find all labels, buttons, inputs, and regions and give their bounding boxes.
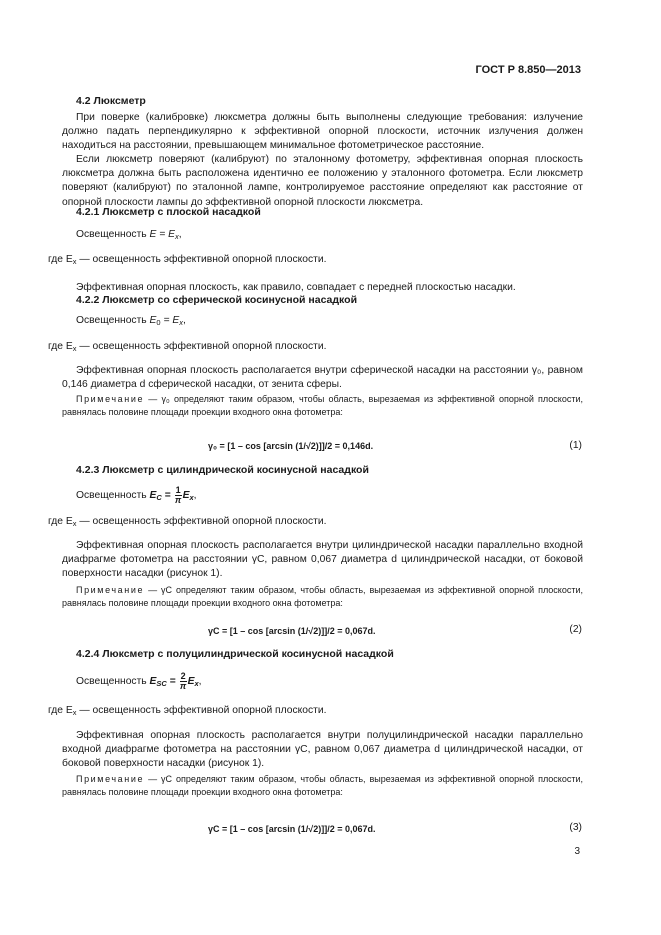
formula-semicylinder: Освещенность $E_{SC}$ = $\frac{2}{\pi}$ $E_x$,	[76, 671, 202, 691]
formula-label: Освещенность	[76, 315, 147, 326]
where-sub: x	[72, 257, 77, 266]
paragraph-cylinder: Эффективная опорная плоскость располагается внутри цилиндрической насадки параллельно входной диафрагме фотометра на расстоянии γC, равном 0,067 диаметра d цилиндрической насадки, от боковой поверхности насадки (рисунок 1).	[62, 540, 583, 580]
where-text: — освещенность эффективной опорной плоскости.	[76, 705, 327, 716]
where-text: — освещенность эффективной опорной плоскости.	[76, 254, 327, 265]
paragraph-calibration: Если люксметр поверяют (калибруют) по эталонному фотометру, эффективная опорная плоскость люксметра должна быть расположена идентично ее положению у эталонного фотометра. Если люксметр поверяют (калибруют) по эталонной лампе, контролируемое расстояние определяют как расстояние от опорной плоскости лампы до эффективной опорной плоскости люксметра.	[62, 154, 583, 208]
where-line	[48, 254, 326, 265]
formula-lhs: E	[149, 676, 157, 688]
fraction-denominator: π	[174, 495, 182, 505]
section-heading-4-2-4: 4.2.4 Люксметр с полуцилиндрической косинусной насадкой	[76, 648, 394, 660]
where-label: где E	[48, 705, 73, 716]
formula-b: = E	[160, 315, 180, 326]
formula-rhs: E	[187, 676, 195, 688]
where-label: где E	[48, 254, 73, 265]
formula-lhs-sub: SC	[156, 679, 167, 689]
note-label: Примечание	[76, 585, 145, 595]
section-heading-4-2-3: 4.2.3 Люксметр с цилиндрической косинусной насадкой	[76, 464, 369, 476]
formula-expr: E = E	[149, 229, 176, 240]
note-label: Примечание	[76, 774, 145, 784]
formula-rhs-sub: x	[189, 493, 194, 503]
formula-label: Освещенность	[76, 229, 147, 240]
formula-a: E	[149, 315, 157, 326]
note-text: — γC определяют таким образом, чтобы область, вырезаемая из эффективной опорной плоскости, равнялась половине площади проекции входного окна фотометра:	[62, 774, 583, 797]
equation-number-2: (2)	[569, 624, 582, 635]
formula-rhs-sub: x	[194, 679, 199, 689]
note-sphere	[62, 393, 583, 418]
paragraph-sphere: Эффективная опорная плоскость располагается внутри сферической насадки на расстоянии γ₀, равном 0,146 диаметра d сферической насадки, от зенита сферы.	[62, 365, 583, 391]
equation-2: γC = [1 – cos [arcsin (1/√2)]]/2 = 0,067d.	[208, 626, 376, 636]
formula-sub: x	[175, 232, 179, 241]
equation-1: γ₀ = [1 – cos [arcsin (1/√2)]]/2 = 0,146d.	[208, 441, 374, 451]
formula-eq-sign: =	[166, 676, 179, 688]
formula-cylinder: Освещенность $E_C$ = $\frac{1}{\pi}$ $E_x$,	[76, 485, 197, 505]
section-heading-4-2: 4.2 Люксметр	[76, 95, 146, 107]
where-label: где E	[48, 516, 73, 527]
note-text: — γC определяют таким образом, чтобы область, вырезаемая из эффективной опорной плоскости, равнялась половине площади проекции входного окна фотометра:	[62, 585, 583, 608]
formula-rhs: E	[182, 490, 190, 502]
formula-fraction	[180, 672, 187, 691]
paragraph-requirements: При поверке (калибровке) люксметра должны быть выполнены следующие требования: излучение должно падать перпендикулярно к эффективной опорной плоскости, источник излучения должен находиться на расстоянии, превышающем минимальное фотометрическое расстояние.	[62, 112, 583, 152]
note-cylinder	[62, 584, 583, 609]
where-sub: x	[72, 708, 77, 717]
formula-a-sub: 0	[156, 318, 161, 327]
section-heading-4-2-1: 4.2.1 Люксметр с плоской насадкой	[76, 206, 261, 218]
where-line	[48, 516, 326, 527]
fraction-numerator: 1	[175, 485, 181, 495]
equation-number-1: (1)	[569, 440, 582, 451]
page-number: 3	[574, 846, 580, 857]
formula-lhs-sub: C	[156, 493, 162, 503]
formula-fraction	[175, 486, 182, 505]
note-semicylinder	[62, 773, 583, 798]
formula-b-sub: x	[179, 318, 183, 327]
formula-label: Освещенность	[76, 490, 147, 502]
where-line	[48, 341, 326, 352]
formula-label: Освещенность	[76, 676, 147, 688]
fraction-denominator: π	[179, 681, 187, 691]
note-label: Примечание	[76, 394, 145, 404]
paragraph-semicylinder: Эффективная опорная плоскость располагается внутри полуцилиндрической насадки параллельно входной диафрагме фотометра на расстоянии γC, равном 0,067 диаметра d цилиндрической насадки, от боковой поверхности насадки (рисунок 1).	[62, 730, 583, 770]
formula-sphere: Освещенность $E_0 = E_x$,	[76, 315, 186, 327]
document-code: ГОСТ Р 8.850—2013	[475, 64, 581, 76]
where-line	[48, 705, 326, 716]
where-sub: x	[72, 344, 77, 353]
equation-3: γC = [1 – cos [arcsin (1/√2)]]/2 = 0,067d.	[208, 824, 376, 834]
where-label: где E	[48, 341, 73, 352]
formula-flat: Освещенность $E = E_x$,	[76, 229, 182, 241]
formula-eq-sign: =	[161, 490, 174, 502]
equation-number-3: (3)	[569, 822, 582, 833]
where-text: — освещенность эффективной опорной плоскости.	[76, 341, 327, 352]
formula-lhs: E	[149, 490, 157, 502]
note-text: — γ₀ определяют таким образом, чтобы область, вырезаемая из эффективной опорной плоскости, равнялась половине площади проекции входного окна фотометра:	[62, 394, 583, 417]
paragraph-flat: Эффективная опорная плоскость, как правило, совпадает с передней плоскостью насадки.	[76, 282, 516, 293]
where-sub: x	[72, 519, 77, 528]
where-text: — освещенность эффективной опорной плоскости.	[76, 516, 327, 527]
fraction-numerator: 2	[180, 671, 186, 681]
section-heading-4-2-2: 4.2.2 Люксметр со сферической косинусной насадкой	[76, 294, 358, 306]
